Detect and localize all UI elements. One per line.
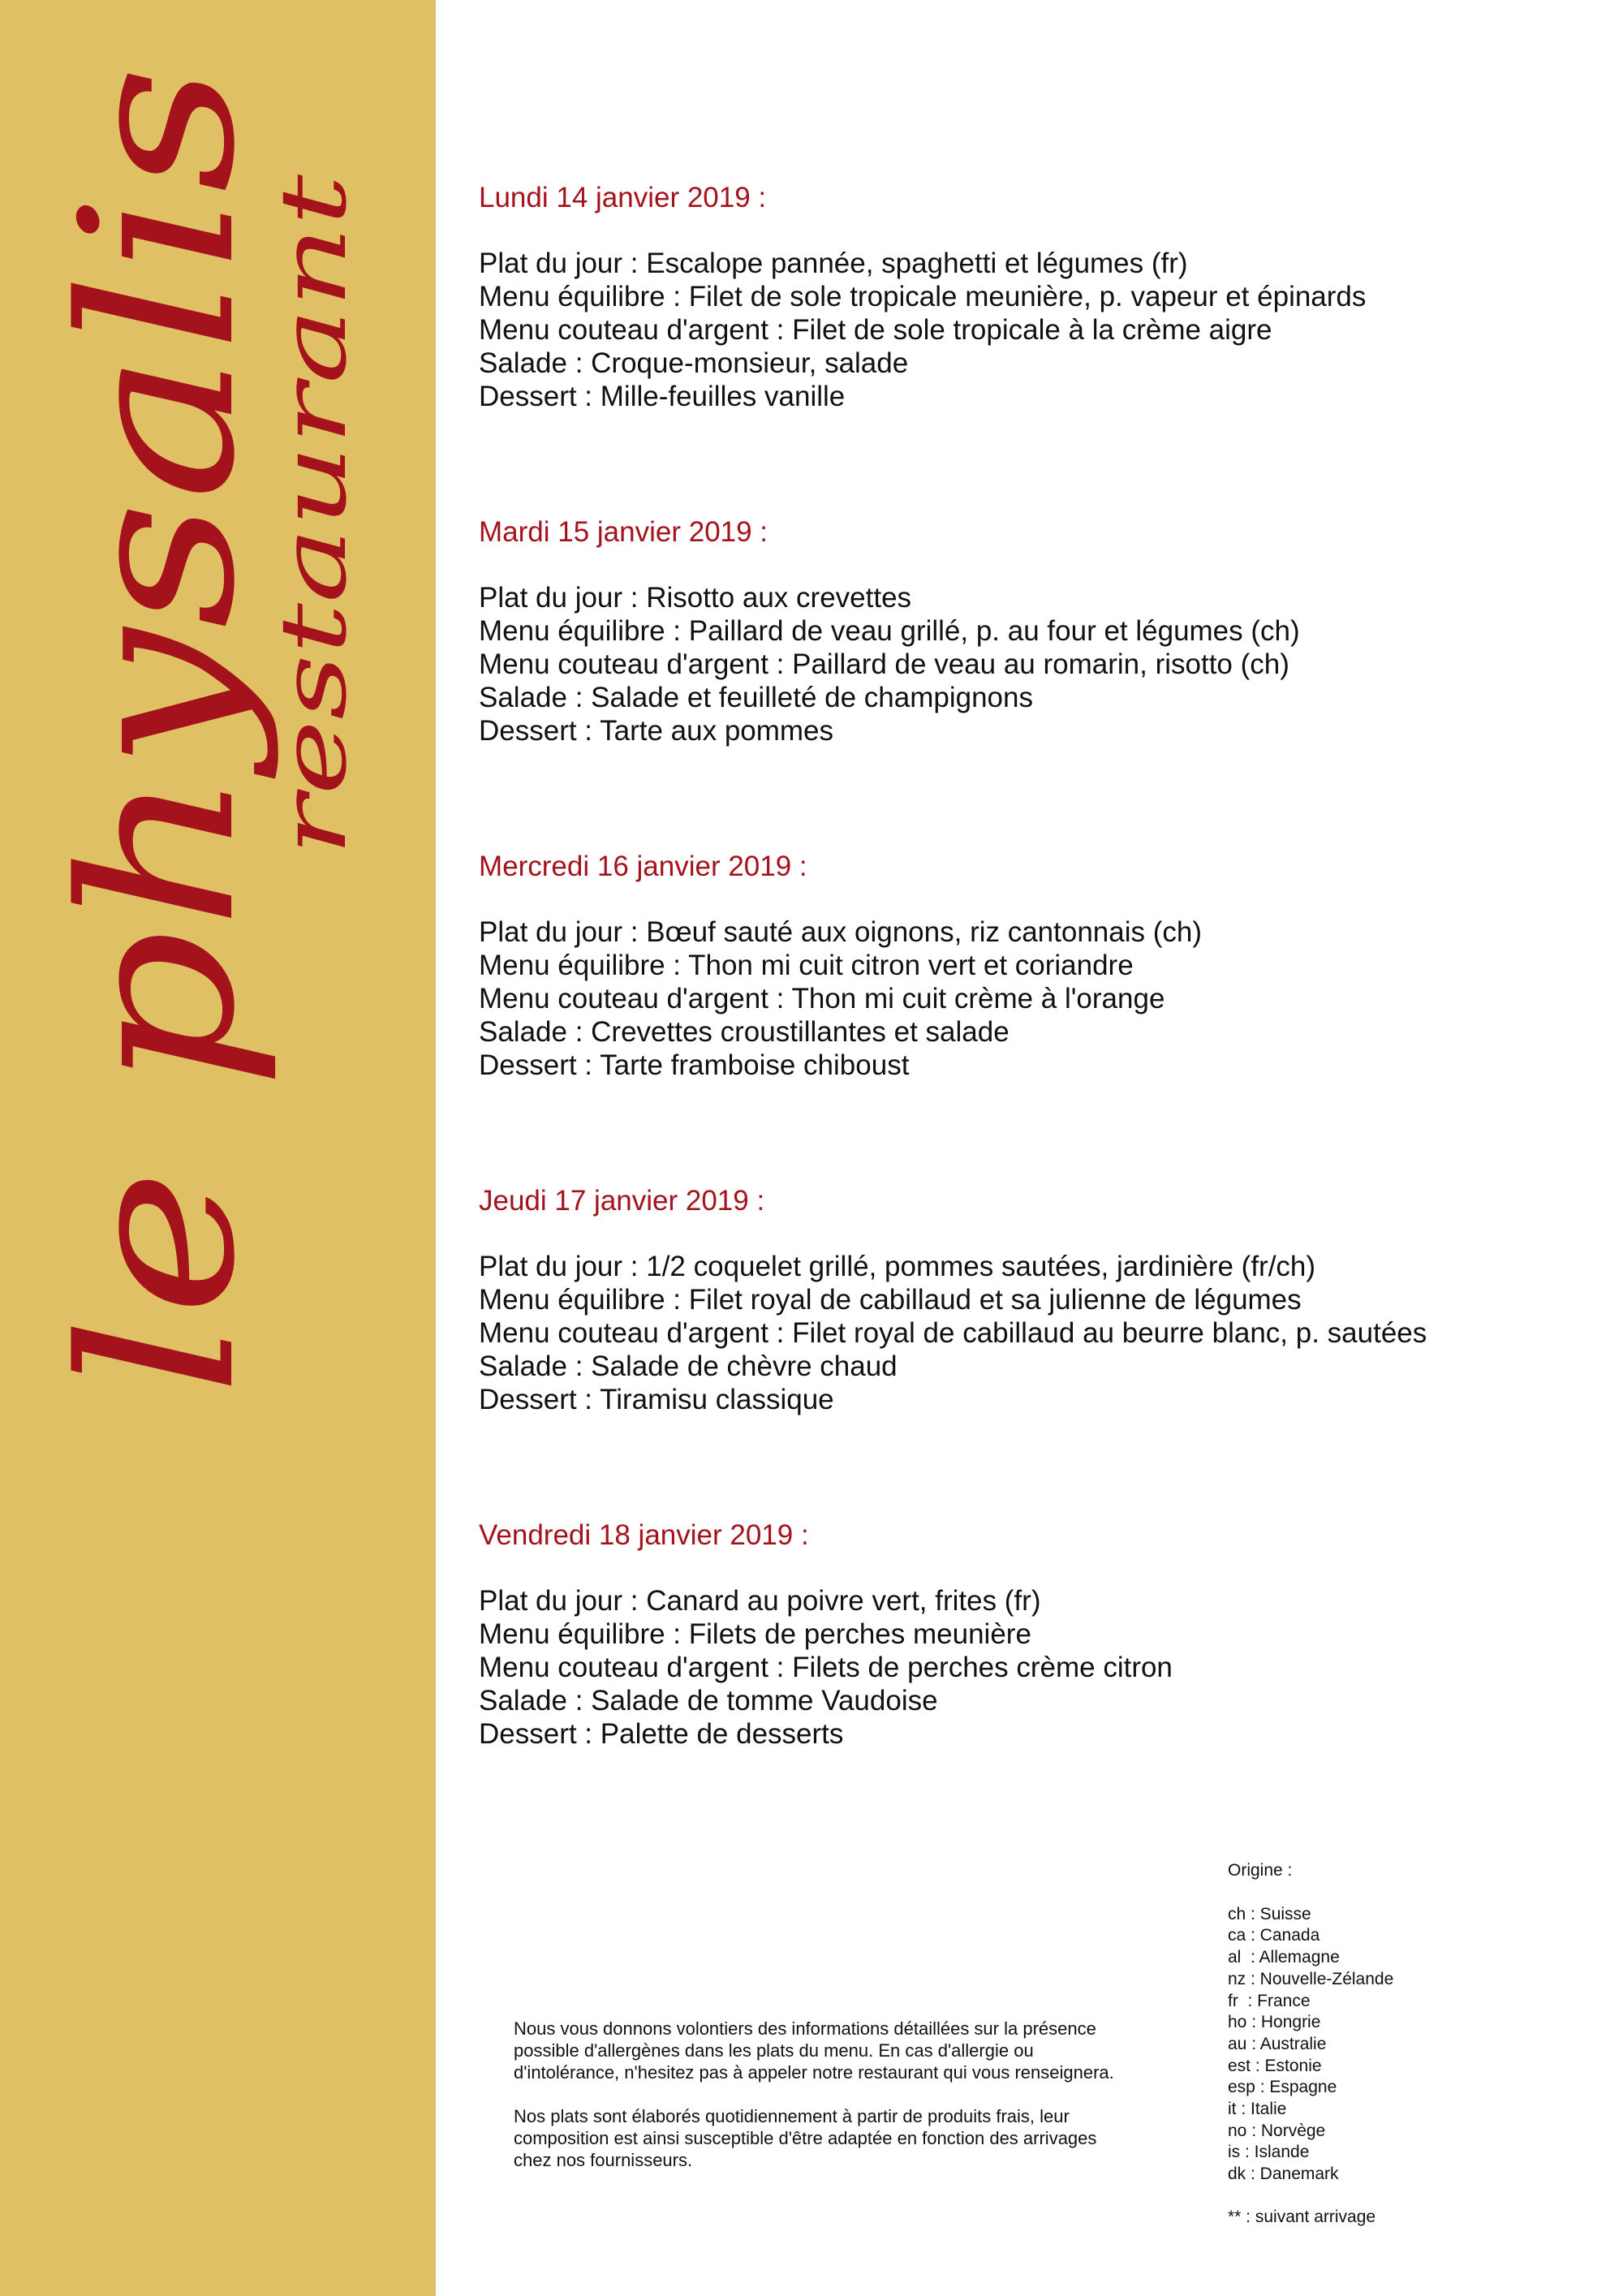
origin-title: Origine : <box>1228 1861 1293 1880</box>
origin-item: esp : Espagne <box>1228 2078 1337 2097</box>
origin-item: dk : Danemark <box>1228 2165 1339 2184</box>
menu-line: Salade : Salade de chèvre chaud <box>479 1350 898 1382</box>
menu-line: Menu couteau d'argent : Filets de perches crème citron <box>479 1652 1173 1683</box>
menu-line: Salade : Salade et feuilleté de champignons <box>479 682 1033 713</box>
menu-line: Menu couteau d'argent : Filet royal de cabillaud au beurre blanc, p. sautées <box>479 1317 1427 1349</box>
origin-item: is : Islande <box>1228 2143 1310 2162</box>
menu-line: Dessert : Palette de desserts <box>479 1718 844 1750</box>
day-section-wednesday <box>479 849 1599 1183</box>
logo-name: le physalis <box>37 269 282 1396</box>
menu-line: Menu équilibre : Paillard de veau grillé, p. au four et légumes (ch) <box>479 615 1300 647</box>
day-title: Vendredi 18 janvier 2019 : <box>479 1519 809 1551</box>
origin-item: ho : Hongrie <box>1228 2013 1321 2032</box>
origin-item: au : Australie <box>1228 2034 1327 2053</box>
allergen-notice <box>514 2018 1130 2193</box>
day-section-tuesday <box>479 515 1599 849</box>
menu-line: Dessert : Tiramisu classique <box>479 1384 834 1415</box>
sidebar <box>0 0 436 2296</box>
menu-line: Plat du jour : 1/2 coquelet grillé, pommes sautées, jardinière (fr/ch) <box>479 1251 1316 1282</box>
day-title: Mercredi 16 janvier 2019 : <box>479 851 807 882</box>
menu-line: Salade : Croque-monsieur, salade <box>479 347 909 379</box>
menu-line: Menu couteau d'argent : Filet de sole tropicale à la crème aigre <box>479 314 1272 346</box>
menu-line: Menu équilibre : Filet de sole tropicale meunière, p. vapeur et épinards <box>479 281 1367 312</box>
origin-item: ca : Canada <box>1228 1926 1320 1945</box>
menu-line: Plat du jour : Bœuf sauté aux oignons, riz cantonnais (ch) <box>479 916 1203 948</box>
day-section-friday <box>479 1518 1599 1852</box>
origin-legend <box>1228 1860 1552 2229</box>
allergen-paragraph: Nous vous donnons volontiers des informations détaillées sur la présence possible d'allergènes dans les plats du menu. En cas d'allergie ou d'intolérance, n'hesitez pas à appeler notre restaurant qui vous renseignera. <box>514 2018 1114 2083</box>
origin-item: ch : Suisse <box>1228 1904 1311 1923</box>
day-title: Lundi 14 janvier 2019 : <box>479 182 767 213</box>
logo-subtitle: restaurant <box>261 370 367 856</box>
day-section-thursday <box>479 1183 1599 1518</box>
menu-line: Menu couteau d'argent : Paillard de veau au romarin, risotto (ch) <box>479 648 1289 680</box>
menu-line: Salade : Crevettes croustillantes et salade <box>479 1016 1010 1048</box>
daily-menu <box>479 180 1599 1852</box>
origin-item: est : Estonie <box>1228 2056 1322 2075</box>
menu-line: Plat du jour : Escalope pannée, spaghetti et légumes (fr) <box>479 248 1188 279</box>
menu-line: Dessert : Tarte aux pommes <box>479 715 834 747</box>
menu-line: Menu équilibre : Thon mi cuit citron vert et coriandre <box>479 950 1134 981</box>
day-section-monday <box>479 180 1599 515</box>
origin-item: no : Norvège <box>1228 2121 1326 2140</box>
restaurant-logo <box>0 0 436 1542</box>
day-title: Mardi 15 janvier 2019 : <box>479 516 768 548</box>
menu-line: Dessert : Tarte framboise chiboust <box>479 1049 910 1081</box>
origin-item: it : Italie <box>1228 2100 1287 2119</box>
menu-line: Menu couteau d'argent : Thon mi cuit crème à l'orange <box>479 983 1165 1014</box>
menu-line: Menu équilibre : Filet royal de cabillaud et sa julienne de légumes <box>479 1284 1302 1316</box>
origin-list <box>1228 1904 1552 2186</box>
logo-svg <box>0 0 436 1542</box>
menu-line: Plat du jour : Risotto aux crevettes <box>479 582 912 614</box>
menu-line: Dessert : Mille-feuilles vanille <box>479 381 846 412</box>
day-title: Jeudi 17 janvier 2019 : <box>479 1185 765 1217</box>
menu-line: Salade : Salade de tomme Vaudoise <box>479 1685 938 1717</box>
menu-line: Plat du jour : Canard au poivre vert, frites (fr) <box>479 1585 1041 1617</box>
fresh-products-paragraph: Nos plats sont élaborés quotidiennement à partir de produits frais, leur composition est ainsi susceptible d'être adaptée en fonction des arrivages chez nos fournisseurs. <box>514 2106 1097 2170</box>
origin-item: nz : Nouvelle-Zélande <box>1228 1969 1394 1988</box>
origin-item: fr : France <box>1228 1991 1311 2010</box>
menu-line: Menu équilibre : Filets de perches meunière <box>479 1618 1031 1650</box>
origin-footnote: ** : suivant arrivage <box>1228 2207 1376 2226</box>
origin-item: al : Allemagne <box>1228 1948 1340 1967</box>
